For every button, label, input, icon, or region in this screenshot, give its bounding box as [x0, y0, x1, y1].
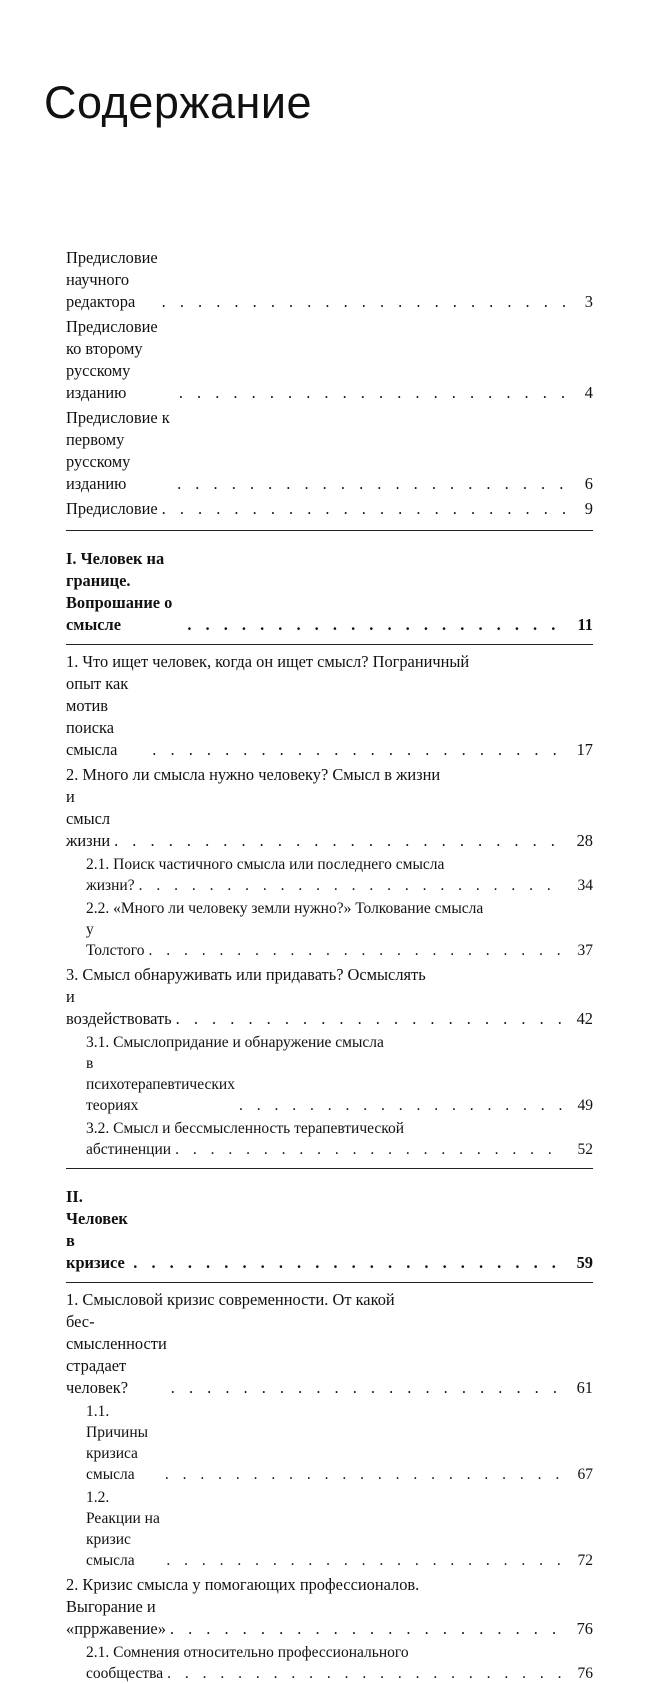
toc-entry-title: 1. Смысловой кризис современности. От какой [66, 1290, 395, 1309]
toc-entry[interactable] [66, 1289, 593, 1399]
dot-leader [239, 1095, 565, 1116]
toc-entry-title: 2. Кризис смысла у помогающих профессионалов. [66, 1575, 420, 1594]
toc-entry-title: 2.2. «Много ли человеку земли нужно?» Толкование смысла [86, 900, 484, 917]
dot-leader [166, 1550, 565, 1571]
toc-entry[interactable] [66, 247, 593, 313]
toc-entry-title-cont: бес-смысленности страдает человек? [66, 1312, 167, 1397]
toc-entry[interactable] [66, 1642, 593, 1684]
dot-leader [171, 1377, 565, 1399]
divider [66, 530, 593, 531]
toc-entry-title: II. Человек в кризисе [66, 1187, 128, 1272]
toc-entry-page: 4 [584, 383, 593, 402]
toc-entry-title-cont: опыт как мотив поиска смысла [66, 674, 129, 759]
dot-leader [170, 1618, 565, 1640]
toc-entry-page: 76 [576, 1619, 593, 1638]
toc-entry-page: 59 [576, 1253, 593, 1272]
toc-entry[interactable] [66, 1487, 593, 1571]
toc-entry-title: 3.1. Смыслопридание и обнаружение смысла [86, 1034, 384, 1051]
toc-entry-title: Предисловие ко второму русскому изданию [66, 317, 158, 402]
dot-leader [162, 498, 565, 520]
toc-entry-title: 1. Что ищет человек, когда он ищет смысл? Пограничный [66, 652, 470, 671]
dot-leader [162, 291, 565, 313]
dot-leader [175, 1139, 565, 1160]
toc-entry[interactable] [66, 1032, 593, 1116]
dot-leader [176, 1008, 565, 1030]
toc-entry[interactable] [66, 1118, 593, 1160]
toc-entry-title-cont: и воздействовать [66, 987, 172, 1028]
dot-leader [179, 382, 565, 404]
toc-entry-page: 76 [577, 1665, 593, 1682]
dot-leader [139, 875, 565, 896]
toc-entry[interactable] [66, 1401, 593, 1485]
toc-entry-title-cont: у Толстого [86, 921, 145, 959]
toc-entry-page: 37 [577, 942, 593, 959]
toc-entry[interactable] [66, 898, 593, 961]
toc-part-1[interactable] [66, 548, 593, 636]
dot-leader [187, 614, 565, 636]
divider [66, 1282, 593, 1283]
toc-entry[interactable] [66, 407, 593, 495]
toc-entry[interactable] [66, 854, 593, 896]
toc-entry[interactable] [66, 964, 593, 1030]
toc-entry-title-cont: абстиненции [86, 1141, 172, 1158]
toc-entry-title: 2.1. Поиск частичного смысла или последнего смысла [86, 856, 445, 873]
dot-leader [165, 1464, 565, 1485]
toc-entry-page: 49 [577, 1097, 593, 1114]
toc-entry-page: 42 [576, 1009, 593, 1028]
toc-entry-title: 2. Много ли смысла нужно человеку? Смысл в жизни [66, 765, 441, 784]
dot-leader [152, 739, 565, 761]
toc-entry[interactable] [66, 651, 593, 761]
toc-entry-page: 28 [576, 831, 593, 850]
toc-entry-title: Предисловие [66, 499, 158, 518]
toc-entry-title-cont: жизни? [86, 877, 135, 894]
toc-entry-title: 2.1. Сомнения относительно профессионального [86, 1644, 409, 1661]
toc-entry[interactable] [66, 498, 593, 520]
dot-leader [133, 1252, 565, 1274]
page-title: Содержание [44, 77, 312, 128]
toc-entry-title-cont: в психотерапевтических теориях [86, 1055, 235, 1114]
toc-entry-page: 67 [577, 1466, 593, 1483]
toc-entry-title: 1.2. Реакции на кризис смысла [86, 1489, 160, 1569]
divider [66, 1168, 593, 1169]
toc-entry[interactable] [66, 316, 593, 404]
toc-entry-title: 3.2. Смысл и бессмысленность терапевтической [86, 1120, 405, 1137]
toc-entry-page: 11 [577, 615, 593, 634]
toc-entry-page: 6 [584, 474, 593, 493]
dot-leader [114, 830, 565, 852]
toc-entry-title-cont: сообщества [86, 1665, 164, 1682]
toc-entry-page: 72 [577, 1552, 593, 1569]
toc-entry[interactable] [66, 764, 593, 852]
toc-entry-title: 1.1. Причины кризиса смысла [86, 1403, 149, 1483]
toc-entry-title-cont: и смысл жизни [66, 787, 111, 850]
toc-entry-title: 3. Смысл обнаруживать или придавать? Осмыслять [66, 965, 426, 984]
toc-entry-title-cont: Выгорание и «прржавение» [66, 1597, 166, 1638]
divider [66, 644, 593, 645]
toc-entry-page: 61 [576, 1378, 593, 1397]
toc-entry-title: I. Человек на границе. Вопрошание о смысле [66, 549, 173, 634]
table-of-contents [66, 244, 593, 1684]
toc-entry-page: 17 [576, 740, 593, 759]
toc-entry-page: 3 [584, 292, 593, 311]
toc-entry-page: 52 [577, 1141, 593, 1158]
toc-entry-title: Предисловие к первому русскому изданию [66, 408, 170, 493]
toc-part-2[interactable] [66, 1186, 593, 1274]
dot-leader [167, 1663, 565, 1684]
toc-entry[interactable] [66, 1574, 593, 1640]
dot-leader [177, 473, 565, 495]
toc-entry-page: 34 [577, 877, 593, 894]
dot-leader [149, 940, 565, 961]
toc-entry-title: Предисловие научного редактора [66, 248, 158, 311]
toc-entry-page: 9 [584, 499, 593, 518]
